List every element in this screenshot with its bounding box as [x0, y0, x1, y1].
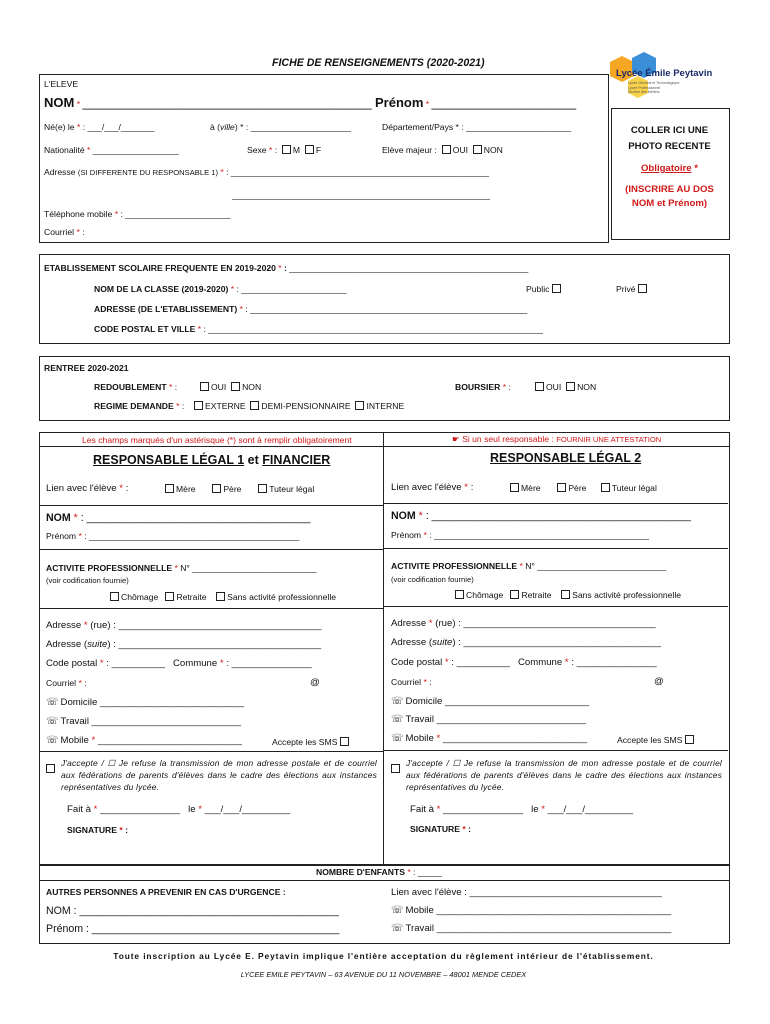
resp2-sms[interactable]: Accepte les SMS: [617, 735, 696, 745]
phone-icon: ☏: [391, 733, 404, 744]
divider: [39, 608, 383, 609]
resp1-cp[interactable]: Code postal * : __________ Commune * : _______________: [46, 658, 312, 669]
logo-subtitle: Lycée Général et Technologique Lycée Professionnel Section des Métiers: [628, 81, 680, 94]
phone-icon: ☏: [391, 923, 404, 934]
resp1-activite-options[interactable]: Chômage Retraite Sans activité professionnelle: [110, 592, 336, 602]
checkbox[interactable]: [216, 592, 225, 601]
resp1-courriel[interactable]: Courriel * :: [46, 678, 87, 688]
footer-address: LYCEE EMILE PEYTAVIN – 63 AVENUE DU 11 NOVEMBRE – 48001 MENDE CEDEX: [240, 970, 527, 979]
resp2-domicile[interactable]: ☏ Domicile ___________________________: [391, 696, 590, 707]
note-seul: ☛ Si un seul responsable : FOURNIR UNE ATTESTATION: [452, 434, 662, 444]
resp2-codif: (voir codification fournie): [391, 575, 474, 584]
checkbox[interactable]: [601, 483, 610, 492]
note-obligatoire: Les champs marqués d'un astérisque (*) sont à remplir obligatoirement: [82, 435, 352, 445]
resp1-adr-suite[interactable]: Adresse (suite) : ______________________________________: [46, 639, 322, 650]
footer-reglement: Toute inscription au Lycée E. Peytavin implique l'entière acceptation du règlement intérieur de l'établissement.: [113, 951, 654, 961]
checkbox[interactable]: [510, 483, 519, 492]
resp2-signature[interactable]: SIGNATURE * :: [410, 824, 471, 834]
checkbox[interactable]: [455, 590, 464, 599]
school-logo: [604, 50, 714, 100]
resp2-courriel[interactable]: Courriel * :: [391, 677, 432, 687]
urgence-travail[interactable]: ☏ Travail ____________________________________________: [391, 923, 672, 934]
eleve-sexe[interactable]: Sexe * : M F: [247, 145, 322, 155]
rentree-boursier[interactable]: BOURSIER * :: [455, 382, 511, 392]
checkbox[interactable]: [340, 737, 349, 746]
resp2-title: RESPONSABLE LÉGAL 2: [490, 451, 642, 465]
checkbox[interactable]: [566, 382, 575, 391]
eleve-telephone[interactable]: Téléphone mobile * : ______________________: [44, 209, 231, 219]
resp1-codif: (voir codification fournie): [46, 576, 129, 585]
checkbox[interactable]: [355, 401, 364, 410]
resp2-adr-rue[interactable]: Adresse * (rue) : ____________________________________: [391, 618, 656, 629]
redoublement-options[interactable]: OUI NON: [200, 382, 261, 392]
resp1-fait[interactable]: Fait à * _______________ le * ___/___/_________: [67, 804, 291, 815]
checkbox[interactable]: [510, 590, 519, 599]
resp2-adr-suite[interactable]: Adresse (suite) : _____________________________________: [391, 637, 661, 648]
logo-name: Lycée Émile Peytavin: [616, 68, 713, 79]
eleve-heading: L'ELEVE: [44, 79, 79, 89]
checkbox[interactable]: [258, 484, 267, 493]
divider: [383, 432, 384, 865]
eleve-nationalite[interactable]: Nationalité * __________________: [44, 145, 179, 155]
divider: [39, 880, 729, 881]
phone-icon: ☏: [46, 697, 59, 708]
resp1-lien-options[interactable]: Mère Père Tuteur légal: [165, 484, 314, 494]
divider: [383, 606, 728, 607]
resp1-domicile[interactable]: ☏ Domicile ___________________________: [46, 697, 245, 708]
checkbox[interactable]: [561, 590, 570, 599]
etab-public[interactable]: Public: [526, 284, 563, 294]
eleve-ne-le[interactable]: Né(e) le * : ___/___/_______: [44, 122, 155, 132]
resp1-sms[interactable]: Accepte les SMS: [272, 737, 351, 747]
checkbox[interactable]: [212, 484, 221, 493]
checkbox[interactable]: [473, 145, 482, 154]
resp1-prenom[interactable]: Prénom * : ____________________________________________: [46, 531, 300, 541]
etab-title[interactable]: ETABLISSEMENT SCOLAIRE FREQUENTE EN 2019-2020 * : __________________________________________________: [44, 263, 529, 273]
resp1-nom[interactable]: NOM * : ______________________________________: [46, 512, 311, 524]
eleve-prenom-row[interactable]: Prénom * ____________________: [375, 95, 577, 110]
divider: [383, 503, 728, 504]
resp2-travail[interactable]: ☏ Travail ____________________________: [391, 714, 587, 725]
checkbox[interactable]: [557, 483, 566, 492]
urgence-mobile[interactable]: ☏ Mobile ____________________________________________: [391, 905, 672, 916]
phone-icon: ☏: [391, 905, 404, 916]
urgence-prenom[interactable]: Prénom : __________________________________________: [46, 923, 340, 935]
checkbox[interactable]: [250, 401, 259, 410]
phone-icon: ☏: [391, 696, 404, 707]
resp1-lien[interactable]: Lien avec l'élève * :: [46, 483, 129, 494]
divider: [383, 548, 728, 549]
eleve-adresse[interactable]: Adresse (SI DIFFERENTE DU RESPONSABLE 1) * : ______________________________________________________: [44, 167, 490, 177]
resp1-accept-checkbox[interactable]: [46, 759, 57, 777]
resp1-adr-rue[interactable]: Adresse * (rue) : ______________________________________: [46, 620, 322, 631]
checkbox[interactable]: [231, 382, 240, 391]
resp1-mobile[interactable]: ☏ Mobile * ___________________________: [46, 735, 242, 746]
phone-icon: ☏: [46, 735, 59, 746]
form-title: FICHE DE RENSEIGNEMENTS (2020-2021): [272, 57, 485, 69]
divider: [39, 446, 729, 447]
checkbox[interactable]: [442, 145, 451, 154]
at-sign: @: [310, 677, 320, 688]
resp2-nom[interactable]: NOM * : ____________________________________________: [391, 510, 691, 522]
eleve-adresse-line2[interactable]: ______________________________________________________: [232, 190, 491, 200]
eleve-majeur[interactable]: Elève majeur : OUI NON: [382, 145, 503, 155]
etab-cp[interactable]: CODE POSTAL ET VILLE * : ______________________________________________________________________: [94, 324, 543, 334]
boursier-options[interactable]: OUI NON: [535, 382, 596, 392]
checkbox[interactable]: [685, 735, 694, 744]
resp1-title: RESPONSABLE LÉGAL 1 et FINANCIER: [93, 453, 331, 467]
resp2-lien[interactable]: Lien avec l'élève * :: [391, 482, 474, 493]
resp1-travail[interactable]: ☏ Travail ____________________________: [46, 716, 242, 727]
resp2-prenom[interactable]: Prénom * : _____________________________________________: [391, 530, 650, 540]
divider: [39, 751, 383, 752]
urgence-lien[interactable]: Lien avec l'élève : ____________________________________: [391, 887, 662, 898]
etab-prive[interactable]: Privé: [616, 284, 649, 294]
checkbox[interactable]: [552, 284, 561, 293]
checkbox[interactable]: [200, 382, 209, 391]
resp1-activite[interactable]: ACTIVITE PROFESSIONNELLE * N° __________________________: [46, 563, 317, 573]
autres-personnes: AUTRES PERSONNES A PREVENIR EN CAS D'URGENCE :: [46, 887, 286, 897]
checkbox[interactable]: [535, 382, 544, 391]
checkbox[interactable]: [165, 484, 174, 493]
urgence-nom[interactable]: NOM : ____________________________________________: [46, 905, 339, 917]
at-sign: @: [654, 676, 664, 687]
resp2-mobile[interactable]: ☏ Mobile * ___________________________: [391, 733, 587, 744]
eleve-departement[interactable]: Département/Pays * : ______________________: [382, 122, 572, 132]
resp2-activite[interactable]: ACTIVITE PROFESSIONNELLE * N° ___________________________: [391, 561, 667, 571]
resp2-fait[interactable]: Fait à * _______________ le * ___/___/_________: [410, 804, 634, 815]
checkbox[interactable]: [305, 145, 314, 154]
resp2-lien-options[interactable]: Mère Père Tuteur légal: [510, 483, 657, 493]
rentree-redoublement[interactable]: REDOUBLEMENT * :: [94, 382, 178, 392]
eleve-ville[interactable]: à (ville) * : _____________________: [210, 122, 351, 132]
resp1-consent-text: J'accepte / ☐ Je refuse la transmission de mon adresse postale et de courriel aux fédérations de parents d'élèves dans le cadre des élections aux instances représentatives du lycée.: [61, 758, 377, 792]
checkbox[interactable]: [110, 592, 119, 601]
resp1-signature[interactable]: SIGNATURE * :: [67, 825, 128, 835]
divider: [39, 549, 383, 550]
resp2-activite-options[interactable]: Chômage Retraite Sans activité professionnelle: [455, 590, 681, 600]
phone-icon: ☏: [46, 716, 59, 727]
pointing-hand-icon: ☛: [452, 434, 460, 444]
etab-adresse[interactable]: ADRESSE (DE L'ETABLISSEMENT) * : __________________________________________________________: [94, 304, 528, 314]
resp2-consent-text: J'accepte / ☐ Je refuse la transmission de mon adresse postale et de courriel aux fédérations de parents d'élèves dans le cadre des élections aux instances représentatives du lycée.: [406, 758, 722, 792]
eleve-nom-row[interactable]: NOM * ________________________________________: [44, 95, 372, 110]
checkbox[interactable]: [282, 145, 291, 154]
etab-classe[interactable]: NOM DE LA CLASSE (2019-2020) * : ______________________: [94, 284, 347, 294]
checkbox[interactable]: [638, 284, 647, 293]
photo-label: COLLER ICI UNE PHOTO RECENTE Obligatoire * (INSCRIRE AU DOS NOM et Prénom): [625, 125, 714, 209]
checkbox[interactable]: [194, 401, 203, 410]
divider: [383, 750, 728, 751]
eleve-courriel[interactable]: Courriel * :: [44, 227, 85, 237]
divider: [39, 505, 383, 506]
phone-icon: ☏: [391, 714, 404, 725]
regime-options[interactable]: EXTERNE DEMI-PENSIONNAIRE INTERNE: [194, 401, 404, 411]
resp2-accept-checkbox[interactable]: [391, 759, 402, 777]
checkbox[interactable]: [165, 592, 174, 601]
rentree-title: RENTREE 2020-2021: [44, 363, 129, 373]
rentree-regime[interactable]: REGIME DEMANDE * :: [94, 401, 185, 411]
nombre-enfants[interactable]: NOMBRE D'ENFANTS * : _____: [316, 867, 442, 877]
resp2-cp[interactable]: Code postal * : __________ Commune * : _______________: [391, 657, 657, 668]
